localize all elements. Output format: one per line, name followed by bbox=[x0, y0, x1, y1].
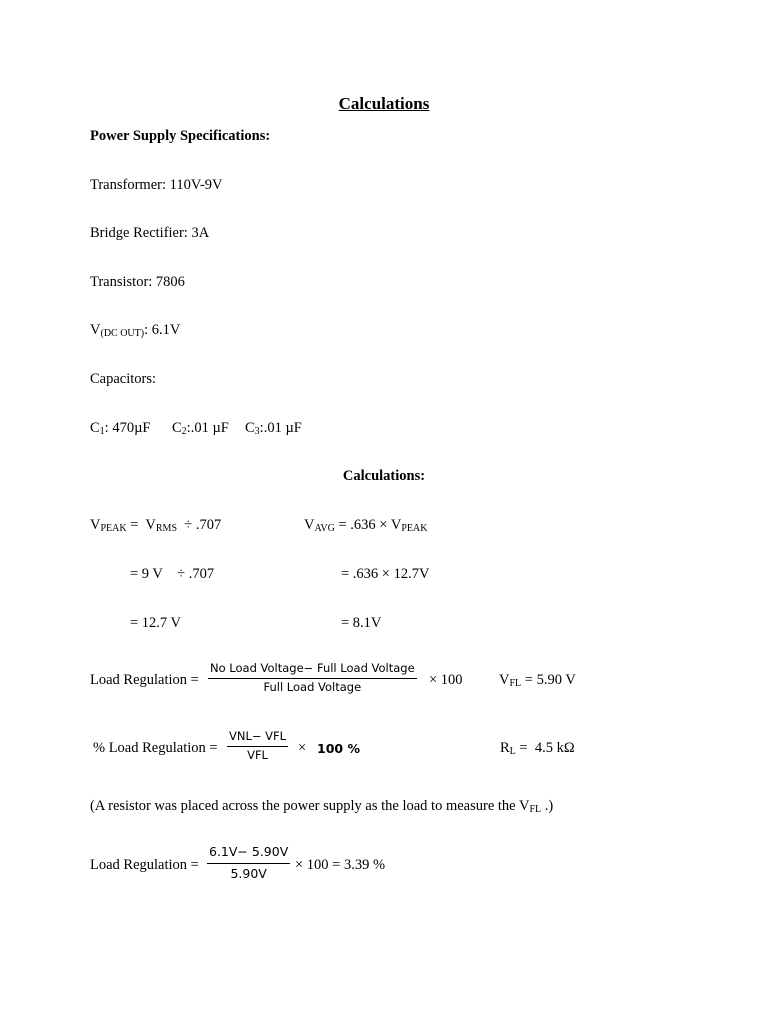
capacitor-c2 bbox=[172, 421, 229, 437]
capacitor-c1 bbox=[90, 421, 151, 437]
result-label: Load Regulation = bbox=[90, 857, 199, 873]
spec-transistor: Transistor: 7806 bbox=[90, 274, 185, 290]
vavg-step-1: = .636 × 12.7V bbox=[341, 566, 430, 582]
vavg-vpeak-symbol: V bbox=[390, 517, 402, 533]
vfl-number: = 5.90 V bbox=[521, 672, 576, 688]
vfl-subscript: FL bbox=[509, 678, 522, 689]
vfl-value bbox=[499, 673, 576, 689]
vrms-subscript: RMS bbox=[155, 523, 178, 534]
fraction-bar bbox=[227, 746, 288, 747]
spec-capacitors-label: Capacitors: bbox=[90, 371, 157, 387]
load-regulation-fraction bbox=[208, 663, 417, 693]
c1-subscript: 1 bbox=[99, 426, 105, 437]
rl-symbol: R bbox=[500, 740, 510, 756]
c2-value: :.01 µF bbox=[186, 420, 229, 436]
percent-regulation-times: × bbox=[298, 740, 307, 756]
result-fraction bbox=[207, 846, 290, 880]
vpeak-formula bbox=[90, 518, 221, 534]
vavg-vpeak-subscript: PEAK bbox=[401, 523, 428, 534]
vavg-coefficient: = .636 × bbox=[334, 517, 391, 533]
spec-bridge-rectifier: Bridge Rectifier: 3A bbox=[90, 225, 210, 241]
resistor-note bbox=[90, 799, 553, 815]
load-regulation-denominator: Full Load Voltage bbox=[263, 679, 362, 694]
note-end: .) bbox=[541, 798, 554, 814]
vrms-symbol: V bbox=[145, 517, 156, 533]
vpeak-step-1: = 9 V ÷ .707 bbox=[130, 566, 215, 582]
c2-symbol: C bbox=[172, 420, 182, 436]
page-title: Calculations bbox=[338, 94, 430, 113]
vpeak-symbol: V bbox=[90, 517, 101, 533]
spec-transformer: Transformer: 110V-9V bbox=[90, 177, 223, 193]
note-text: (A resistor was placed across the power supply as the load to measure the V bbox=[90, 798, 530, 814]
rl-value bbox=[500, 741, 575, 757]
percent-regulation-tail: 100 % bbox=[317, 741, 360, 756]
result-numerator: 6.1V− 5.90V bbox=[209, 844, 289, 859]
load-regulation-numerator: No Load Voltage− Full Load Voltage bbox=[210, 661, 415, 675]
vpeak-divisor: ÷ .707 bbox=[177, 517, 222, 533]
specs-heading: Power Supply Specifications: bbox=[90, 128, 271, 144]
vavg-subscript: AVG bbox=[314, 523, 335, 534]
capacitor-c3 bbox=[245, 421, 302, 437]
vdc-symbol: V bbox=[90, 322, 101, 338]
load-regulation-multiplier: × 100 bbox=[429, 672, 463, 688]
percent-load-regulation-fraction bbox=[227, 731, 288, 761]
c1-value: : 470µF bbox=[104, 420, 151, 436]
vavg-symbol: V bbox=[304, 517, 315, 533]
vpeak-equals: = bbox=[126, 517, 146, 533]
result-value: × 100 = 3.39 % bbox=[295, 857, 386, 873]
fraction-bar bbox=[208, 678, 417, 679]
vpeak-subscript: PEAK bbox=[100, 523, 127, 534]
spec-vdc-out bbox=[90, 323, 180, 339]
percent-load-regulation-label: % Load Regulation = bbox=[93, 740, 218, 756]
vdc-value: : 6.1V bbox=[144, 322, 181, 338]
vdc-subscript: (DC OUT) bbox=[100, 328, 145, 339]
calculations-heading: Calculations: bbox=[342, 468, 426, 484]
c3-symbol: C bbox=[245, 420, 255, 436]
vfl-symbol: V bbox=[499, 672, 510, 688]
load-regulation-label: Load Regulation = bbox=[90, 672, 199, 688]
fraction-bar bbox=[207, 863, 290, 864]
note-subscript: FL bbox=[529, 804, 542, 815]
c3-subscript: 3 bbox=[254, 426, 260, 437]
rl-number: = 4.5 kΩ bbox=[515, 740, 575, 756]
vpeak-step-2: = 12.7 V bbox=[130, 615, 182, 631]
c1-symbol: C bbox=[90, 420, 100, 436]
vavg-step-2: = 8.1V bbox=[341, 615, 382, 631]
c3-value: :.01 µF bbox=[259, 420, 302, 436]
vavg-formula bbox=[304, 518, 427, 534]
result-denominator: 5.90V bbox=[230, 865, 267, 881]
percent-regulation-numerator: VNL− VFL bbox=[229, 729, 287, 743]
rl-subscript: L bbox=[509, 746, 516, 757]
c2-subscript: 2 bbox=[181, 426, 187, 437]
percent-regulation-denominator: VFL bbox=[247, 747, 268, 762]
